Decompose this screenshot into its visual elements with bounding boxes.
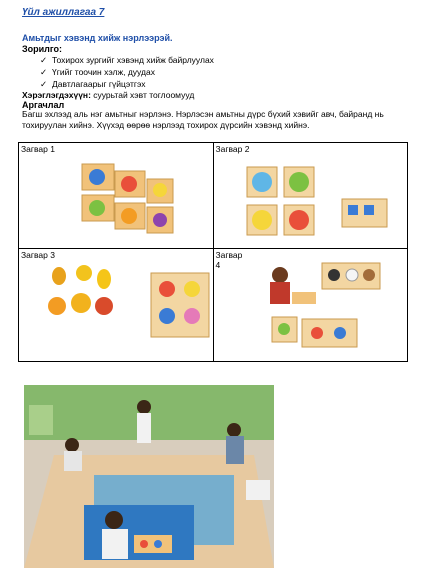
sample-label: Загвар 4 (215, 250, 243, 270)
sample-cell-2 (213, 143, 408, 249)
child-playing-puzzle-image (262, 257, 402, 357)
equipment-text: суурьтай хэвт тоглоомууд (93, 90, 195, 100)
sample-cell-3 (19, 249, 214, 362)
sample-label: Загвар 3 (21, 250, 55, 260)
goals-label: Зорилго: (22, 44, 63, 54)
checkmark-icon: ✓ (40, 67, 48, 77)
activity-text: Багш эхлээд аль нэг амьтныг нэрлэнэ. Нэрлэсэн амьтны дүрс бүхий хэвийг авч, байранд нь тохируулан хийнэ. Хүүхэд өөрөө нэрлээд тохирох дүрсийн хэвэнд хийнэ. (22, 109, 384, 130)
lesson-title: Үйл ажиллагаа 7 (22, 7, 105, 18)
sample-label: Загвар 2 (215, 144, 250, 154)
lesson-subtitle: Амьтдыг хэвэнд хийж нэрлээрэй. (22, 33, 173, 43)
goal-item: ✓ Давтлагаарыг гүйцэтгэх (40, 79, 146, 89)
shape-puzzle-image (242, 157, 392, 247)
animal-puzzle-board-image (77, 159, 177, 239)
checkmark-icon: ✓ (40, 55, 48, 65)
samples-table (18, 142, 408, 362)
goal-item: ✓ Үгийг тоочин хэлж, дуудах (40, 67, 155, 77)
fruit-puzzle-image (39, 261, 219, 351)
sample-label: Загвар 1 (21, 144, 55, 154)
goals-list (40, 54, 214, 90)
equipment-label: Хэрэглэгдэхүүн: (22, 90, 91, 100)
goal-item: ✓ Тохирох зургийг хэвэнд хийж байрлуулах (40, 55, 214, 65)
classroom-photo (24, 385, 274, 568)
equipment-line (22, 90, 194, 100)
classroom-photo-image (24, 385, 274, 568)
sample-cell-4 (213, 249, 408, 362)
checkmark-icon: ✓ (40, 79, 48, 89)
activity-label: Аргачлал (22, 100, 65, 110)
sample-cell-1 (19, 143, 214, 249)
